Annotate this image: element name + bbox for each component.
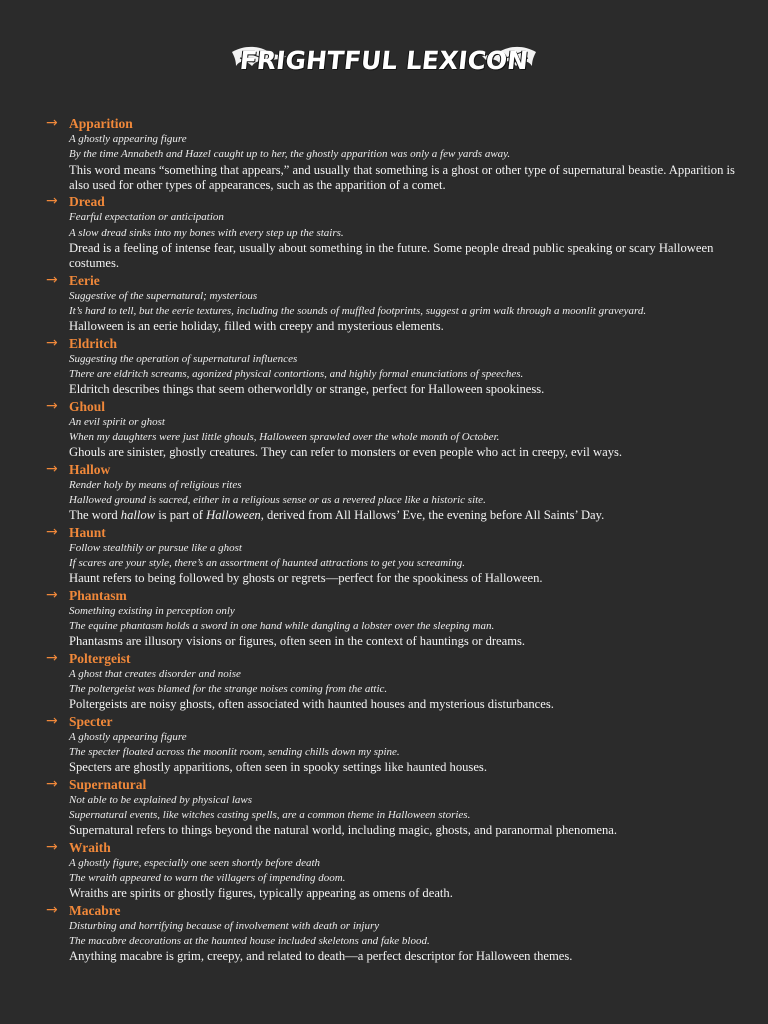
lexicon-entry	[46, 587, 746, 650]
lexicon-entry	[46, 839, 746, 902]
entry-note-part: , derived from All Hallows’ Eve, the evening before All Saints’ Day.	[260, 508, 605, 523]
entry-example: There are eldritch screams, agonized physical contortions, and highly formal enunciations of speeches.	[69, 368, 524, 381]
entry-note: This word means “something that appears,” and usually that something is a ghost or other type of supernatural beastie. Apparition is also used for other types of appearances, such as the apparition of a comet.	[69, 162, 735, 192]
entry-definition: Disturbing and horrifying because of involvement with death or injury	[69, 919, 380, 932]
lexicon-entry	[46, 335, 746, 398]
lexicon-entry	[46, 115, 746, 193]
right-arrow-icon: →	[46, 901, 58, 918]
entry-term: Dread	[69, 194, 105, 210]
entry-term: Ghoul	[69, 398, 106, 414]
lexicon-list	[46, 115, 746, 965]
entry-definition: Follow stealthily or pursue like a ghost	[69, 541, 242, 554]
entry-note: Eldritch describes things that seem otherworldly or strange, perfect for Halloween spookiness.	[69, 382, 545, 397]
entry-note-part: Halloween	[206, 508, 261, 523]
entry-definition: A ghost that creates disorder and noise	[69, 667, 241, 680]
right-arrow-icon: →	[46, 523, 58, 540]
lexicon-entry	[46, 524, 746, 587]
entry-definition: Render holy by means of religious rites	[69, 478, 242, 491]
lexicon-entry	[46, 902, 746, 965]
lexicon-entry	[46, 398, 746, 461]
right-arrow-icon: →	[46, 460, 58, 477]
right-arrow-icon: →	[46, 115, 58, 131]
entry-definition: A ghostly figure, especially one seen shortly before death	[69, 856, 321, 869]
entry-note: Specters are ghostly apparitions, often seen in spooky settings like haunted houses.	[69, 760, 487, 775]
entry-note	[69, 508, 746, 523]
entry-example: It’s hard to tell, but the eerie textures, including the sounds of muffled footprints, suggest a grim walk through a moonlit graveyard.	[69, 305, 647, 318]
entry-term: Phantasm	[69, 587, 127, 603]
entry-definition: Fearful expectation or anticipation	[69, 211, 224, 224]
entry-term: Hallow	[69, 461, 111, 477]
entry-definition: A ghostly appearing figure	[69, 133, 187, 145]
lexicon-entry	[46, 650, 746, 713]
lexicon-entry	[46, 193, 746, 271]
entry-term: Poltergeist	[69, 650, 131, 666]
right-arrow-icon: →	[46, 586, 58, 603]
entry-example: The specter floated across the moonlit room, sending chills down my spine.	[69, 746, 400, 759]
entry-note: Wraiths are spirits or ghostly figures, typically appearing as omens of death.	[69, 886, 453, 901]
entry-note: Ghouls are sinister, ghostly creatures. They can refer to monsters or even people who act in creepy, evil ways.	[69, 445, 623, 460]
entry-term: Supernatural	[69, 776, 147, 792]
entry-example: By the time Annabeth and Hazel caught up to her, the ghostly apparition was only a few yards away.	[69, 148, 511, 161]
entry-note-part: hallow	[120, 508, 156, 523]
lexicon-entry	[46, 713, 746, 776]
right-arrow-icon: →	[46, 271, 58, 288]
entry-example: The poltergeist was blamed for the strange noises coming from the attic.	[69, 683, 388, 696]
entry-term: Specter	[69, 713, 113, 729]
right-arrow-icon: →	[46, 775, 58, 792]
right-arrow-icon: →	[46, 334, 58, 351]
entry-note: Anything macabre is grim, creepy, and related to death—a perfect descriptor for Halloween themes.	[69, 949, 573, 964]
entry-note: Poltergeists are noisy ghosts, often associated with haunted houses and mysterious disturbances.	[69, 697, 554, 712]
entry-note: Supernatural refers to things beyond the natural world, including magic, ghosts, and paranormal phenomena.	[69, 823, 618, 838]
entry-definition: Something existing in perception only	[69, 604, 235, 617]
entry-note: Haunt refers to being followed by ghosts or regrets—perfect for the spookiness of Halloween.	[69, 571, 543, 586]
lexicon-entry	[46, 461, 746, 524]
entry-term: Macabre	[69, 902, 121, 918]
entry-term: Eerie	[69, 272, 100, 288]
right-arrow-icon: →	[46, 397, 58, 414]
entry-note: Halloween is an eerie holiday, filled with creepy and mysterious elements.	[69, 319, 444, 334]
right-arrow-icon: →	[46, 649, 58, 666]
right-arrow-icon: →	[46, 193, 58, 210]
entry-definition: Suggestive of the supernatural; mysterious	[69, 289, 258, 302]
lexicon-entry	[46, 776, 746, 839]
entry-definition: A ghostly appearing figure	[69, 730, 187, 743]
entry-example: The wraith appeared to warn the villagers of impending doom.	[69, 872, 346, 885]
entry-example: Hallowed ground is sacred, either in a religious sense or as a revered place like a historic site.	[69, 494, 486, 507]
page-header	[0, 38, 768, 92]
entry-note-part: The word	[69, 508, 121, 523]
entry-note-part: is part of	[155, 508, 207, 523]
entry-example: A slow dread sinks into my bones with every step up the stairs.	[69, 226, 344, 239]
entry-term: Eldritch	[69, 335, 118, 351]
entry-definition: An evil spirit or ghost	[69, 415, 165, 428]
page-title: FRIGHTFUL LEXICON	[238, 46, 530, 75]
entry-example: The macabre decorations at the haunted house included skeletons and fake blood.	[69, 935, 430, 948]
entry-note: Dread is a feeling of intense fear, usually about something in the future. Some people dread public speaking or scary Halloween costumes.	[69, 241, 714, 271]
entry-term: Haunt	[69, 524, 106, 540]
entry-definition: Suggesting the operation of supernatural influences	[69, 352, 298, 365]
entry-term: Wraith	[69, 839, 111, 855]
lexicon-entry	[46, 272, 746, 335]
entry-example: If scares are your style, there’s an assortment of haunted attractions to get you screaming.	[69, 557, 465, 570]
right-arrow-icon: →	[46, 712, 58, 729]
entry-term: Apparition	[69, 116, 133, 131]
entry-example: When my daughters were just little ghouls, Halloween sprawled over the whole month of October.	[69, 431, 500, 444]
entry-note: Phantasms are illusory visions or figures, often seen in the context of hauntings or dreams.	[69, 634, 526, 649]
entry-example: Supernatural events, like witches casting spells, are a common theme in Halloween stories.	[69, 809, 471, 822]
right-arrow-icon: →	[46, 838, 58, 855]
entry-definition: Not able to be explained by physical laws	[69, 793, 252, 806]
entry-example: The equine phantasm holds a sword in one hand while dangling a lobster over the sleeping man.	[69, 620, 495, 633]
